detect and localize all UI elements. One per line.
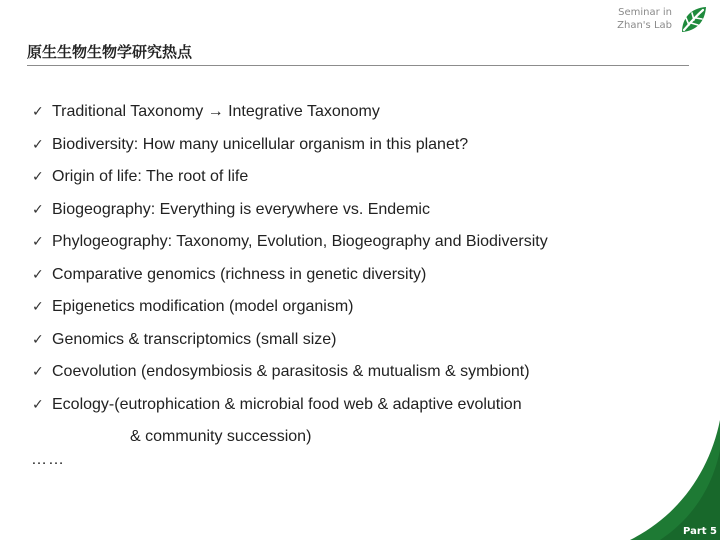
bullet-item (32, 96, 548, 129)
bullet-text: Biogeography: Everything is everywhere vs. Endemic (52, 200, 430, 218)
lab-label (600, 6, 672, 32)
bullet-item (32, 324, 548, 357)
bullet-text: Phylogeography: Taxonomy, Evolution, Biogeography and Biodiversity (52, 233, 548, 250)
bullet-text: Biodiversity: How many unicellular organism in this planet? (52, 135, 469, 153)
bullet-item (32, 129, 548, 162)
bullet-text: Traditional Taxonomy → Integrative Taxonomy (52, 103, 380, 120)
corner-decoration (610, 420, 720, 540)
leaf-logo-icon (679, 4, 709, 36)
bullet-item (32, 161, 548, 194)
checkmark-icon: ✓ (32, 104, 44, 120)
page-title: 原生生物生物学研究热点 (27, 43, 193, 61)
bullet-item (32, 356, 548, 389)
title-divider (27, 65, 689, 66)
checkmark-icon: ✓ (32, 136, 44, 153)
bullet-continuation: & community succession) (130, 428, 312, 445)
lab-label-line2: Zhan's Lab (617, 20, 672, 31)
part-label: Part 5 (683, 526, 717, 537)
checkmark-icon: ✓ (32, 364, 44, 380)
checkmark-icon: ✓ (32, 201, 44, 218)
checkmark-icon: ✓ (32, 331, 44, 348)
bullet-list (32, 96, 548, 454)
bullet-item (32, 389, 548, 422)
checkmark-icon: ✓ (32, 396, 44, 413)
bullet-item (32, 194, 548, 227)
bullet-text: Comparative genomics (richness in genetic diversity) (52, 265, 427, 283)
checkmark-icon: ✓ (32, 299, 44, 315)
bullet-text: Coevolution (endosymbiosis & parasitosis & mutualism & symbiont) (52, 363, 530, 380)
checkmark-icon: ✓ (32, 234, 44, 250)
checkmark-icon: ✓ (32, 266, 44, 283)
bullet-item (32, 259, 548, 292)
lab-label-line1: Seminar in (618, 7, 672, 18)
bullet-item (32, 226, 548, 259)
bullet-text: Ecology-(eutrophication & microbial food web & adaptive evolution (52, 395, 522, 413)
checkmark-icon: ✓ (32, 169, 44, 185)
bullet-item (32, 291, 548, 324)
bullet-text: Epigenetics modification (model organism) (52, 298, 354, 315)
bullet-text: Origin of life: The root of life (52, 168, 249, 185)
ellipsis-text: …… (31, 451, 65, 468)
bullet-text: Genomics & transcriptomics (small size) (52, 330, 337, 348)
